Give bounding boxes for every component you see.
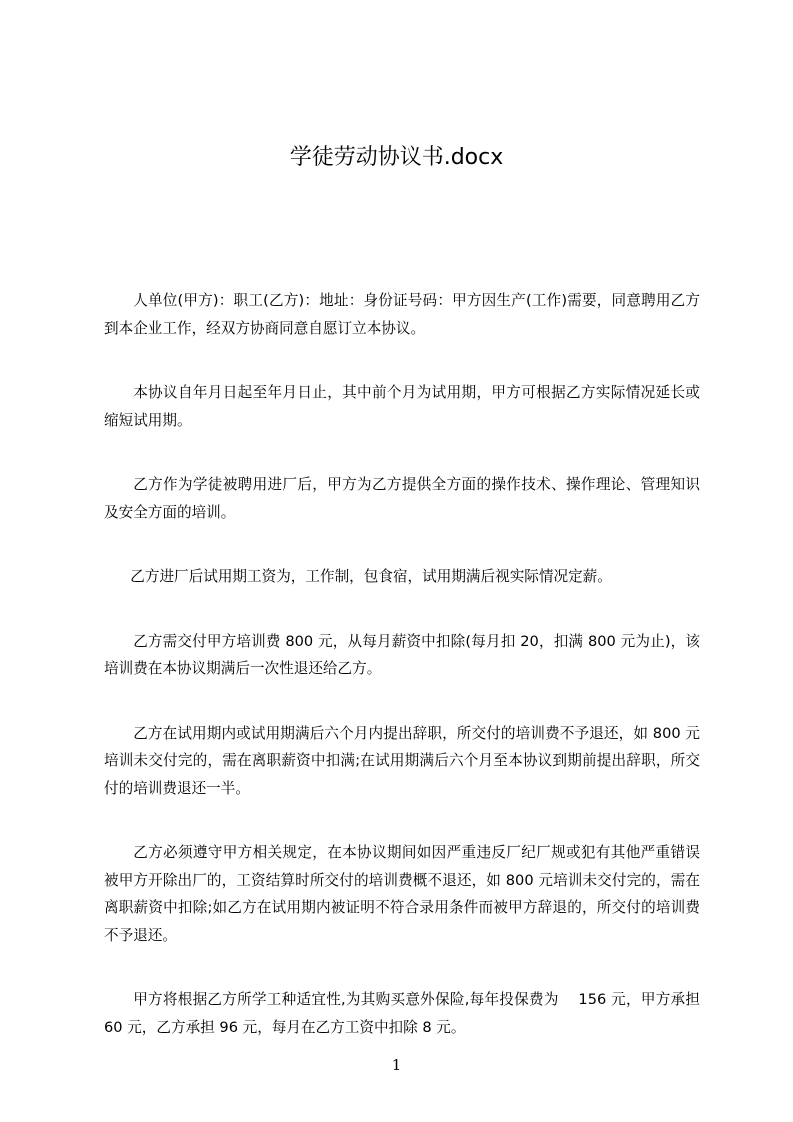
document-body [104,287,700,1078]
paragraph-term: 本协议自年月日起至年月日止，其中前个月为试用期，甲方可根据乙方实际情况延长或缩短试用期。 [104,384,700,429]
document-title: 学徒劳动协议书.docx [289,145,504,170]
page-number: 1 [391,1056,402,1074]
paragraph-training: 乙方作为学徒被聘用进厂后，甲方为乙方提供全方面的操作技术、操作理论、管理知识及安全方面的培训。 [104,476,700,521]
paragraph-parties: 人单位(甲方)：职工(乙方)：地址：身份证号码：甲方因生产(工作)需要，同意聘用乙方到本企业工作，经双方协商同意自愿订立本协议。 [104,292,700,337]
paragraph-resignation: 乙方在试用期内或试用期满后六个月内提出辞职，所交付的培训费不予退还，如 800 元培训未交付完的，需在离职薪资中扣满;在试用期满后六个月至本协议到期前提出辞职，所交付的培训费退还一半。 [104,724,700,797]
paragraph-training-fee: 乙方需交付甲方培训费 800 元，从每月薪资中扣除(每月扣 20，扣满 800 元为止)，该培训费在本协议期满后一次性退还给乙方。 [104,632,700,677]
paragraph-dismissal: 乙方必须遵守甲方相关规定，在本协议期间如因严重违反厂纪厂规或犯有其他严重错误被甲方开除出厂的，工资结算时所交付的培训费概不退还，如 800 元培训未交付完的，需在离职薪资中扣除;如乙方在试用期内被证明不符合录用条件而被甲方辞退的，所交付的培训费不予退还。 [104,844,700,944]
paragraph-salary: 乙方进厂后试用期工资为，工作制，包食宿，试用期满后视实际情况定薪。 [130,568,612,585]
paragraph-insurance: 甲方将根据乙方所学工种适宜性,为其购买意外保险,每年投保费为 156 元，甲方承担 60 元，乙方承担 96 元，每月在乙方工资中扣除 8 元。 [104,991,700,1036]
